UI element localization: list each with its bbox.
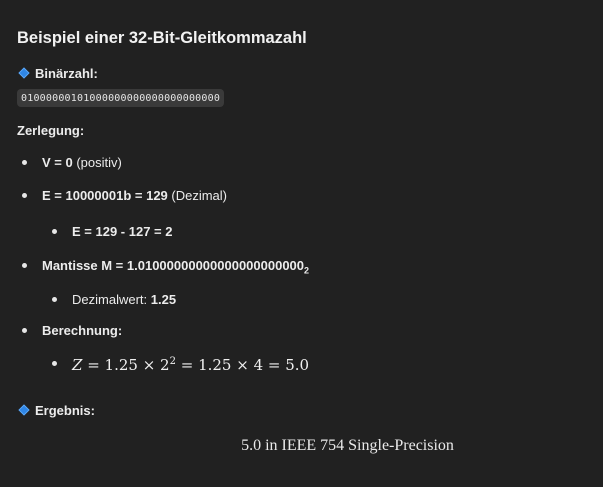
bullet-icon (22, 160, 27, 165)
formula-exp: 2 (169, 356, 176, 367)
bullet-icon (52, 361, 57, 366)
result-text: 5.0 in IEEE 754 Single-Precision (241, 437, 454, 454)
bullet-icon (22, 263, 27, 268)
result-heading (20, 403, 95, 418)
list-item-e (22, 188, 227, 203)
binary-label: Binärzahl: (35, 66, 98, 81)
calc-formula (72, 356, 309, 374)
formula-var: Z (72, 356, 83, 374)
e-sub: E = 129 - 127 = 2 (72, 224, 173, 239)
m-sub-value: 1.25 (150, 292, 177, 307)
formula-tail: = 1.25 × 4 = 5.0 (175, 356, 310, 374)
list-item-v (22, 155, 122, 170)
bullet-icon (22, 328, 27, 333)
sub-item-e (52, 224, 172, 239)
sub-item-m (52, 292, 176, 307)
list-item-m (22, 258, 309, 276)
e-key: E = 10000001b = 129 (42, 188, 168, 203)
calc-label: Berechnung: (42, 323, 123, 338)
v-key: V = 0 (42, 155, 73, 170)
m-sub-label: Dezimalwert: (72, 292, 151, 307)
binary-code (17, 89, 224, 104)
m-key: Mantisse M = 1.01000000000000000000000 (42, 258, 305, 273)
sub-item-calc (52, 356, 309, 374)
blue-diamond-icon (18, 67, 29, 78)
bullet-icon (52, 229, 57, 234)
m-subscript: 2 (304, 265, 310, 276)
formula-rest: = 1.25 × 2 (82, 356, 170, 374)
bullet-icon (22, 193, 27, 198)
blue-diamond-icon (18, 404, 29, 415)
result-label: Ergebnis: (35, 403, 95, 418)
e-note: (Dezimal) (167, 188, 228, 203)
breakdown-label: Zerlegung: (17, 123, 85, 138)
list-item-calc (22, 323, 122, 338)
bullet-icon (52, 297, 57, 302)
binary-heading (20, 66, 98, 81)
page-title: Beispiel einer 32-Bit-Gleitkommazahl (17, 29, 307, 47)
v-note: (positiv) (72, 155, 122, 170)
binary-value: 01000000101000000000000000000000 (17, 89, 224, 107)
